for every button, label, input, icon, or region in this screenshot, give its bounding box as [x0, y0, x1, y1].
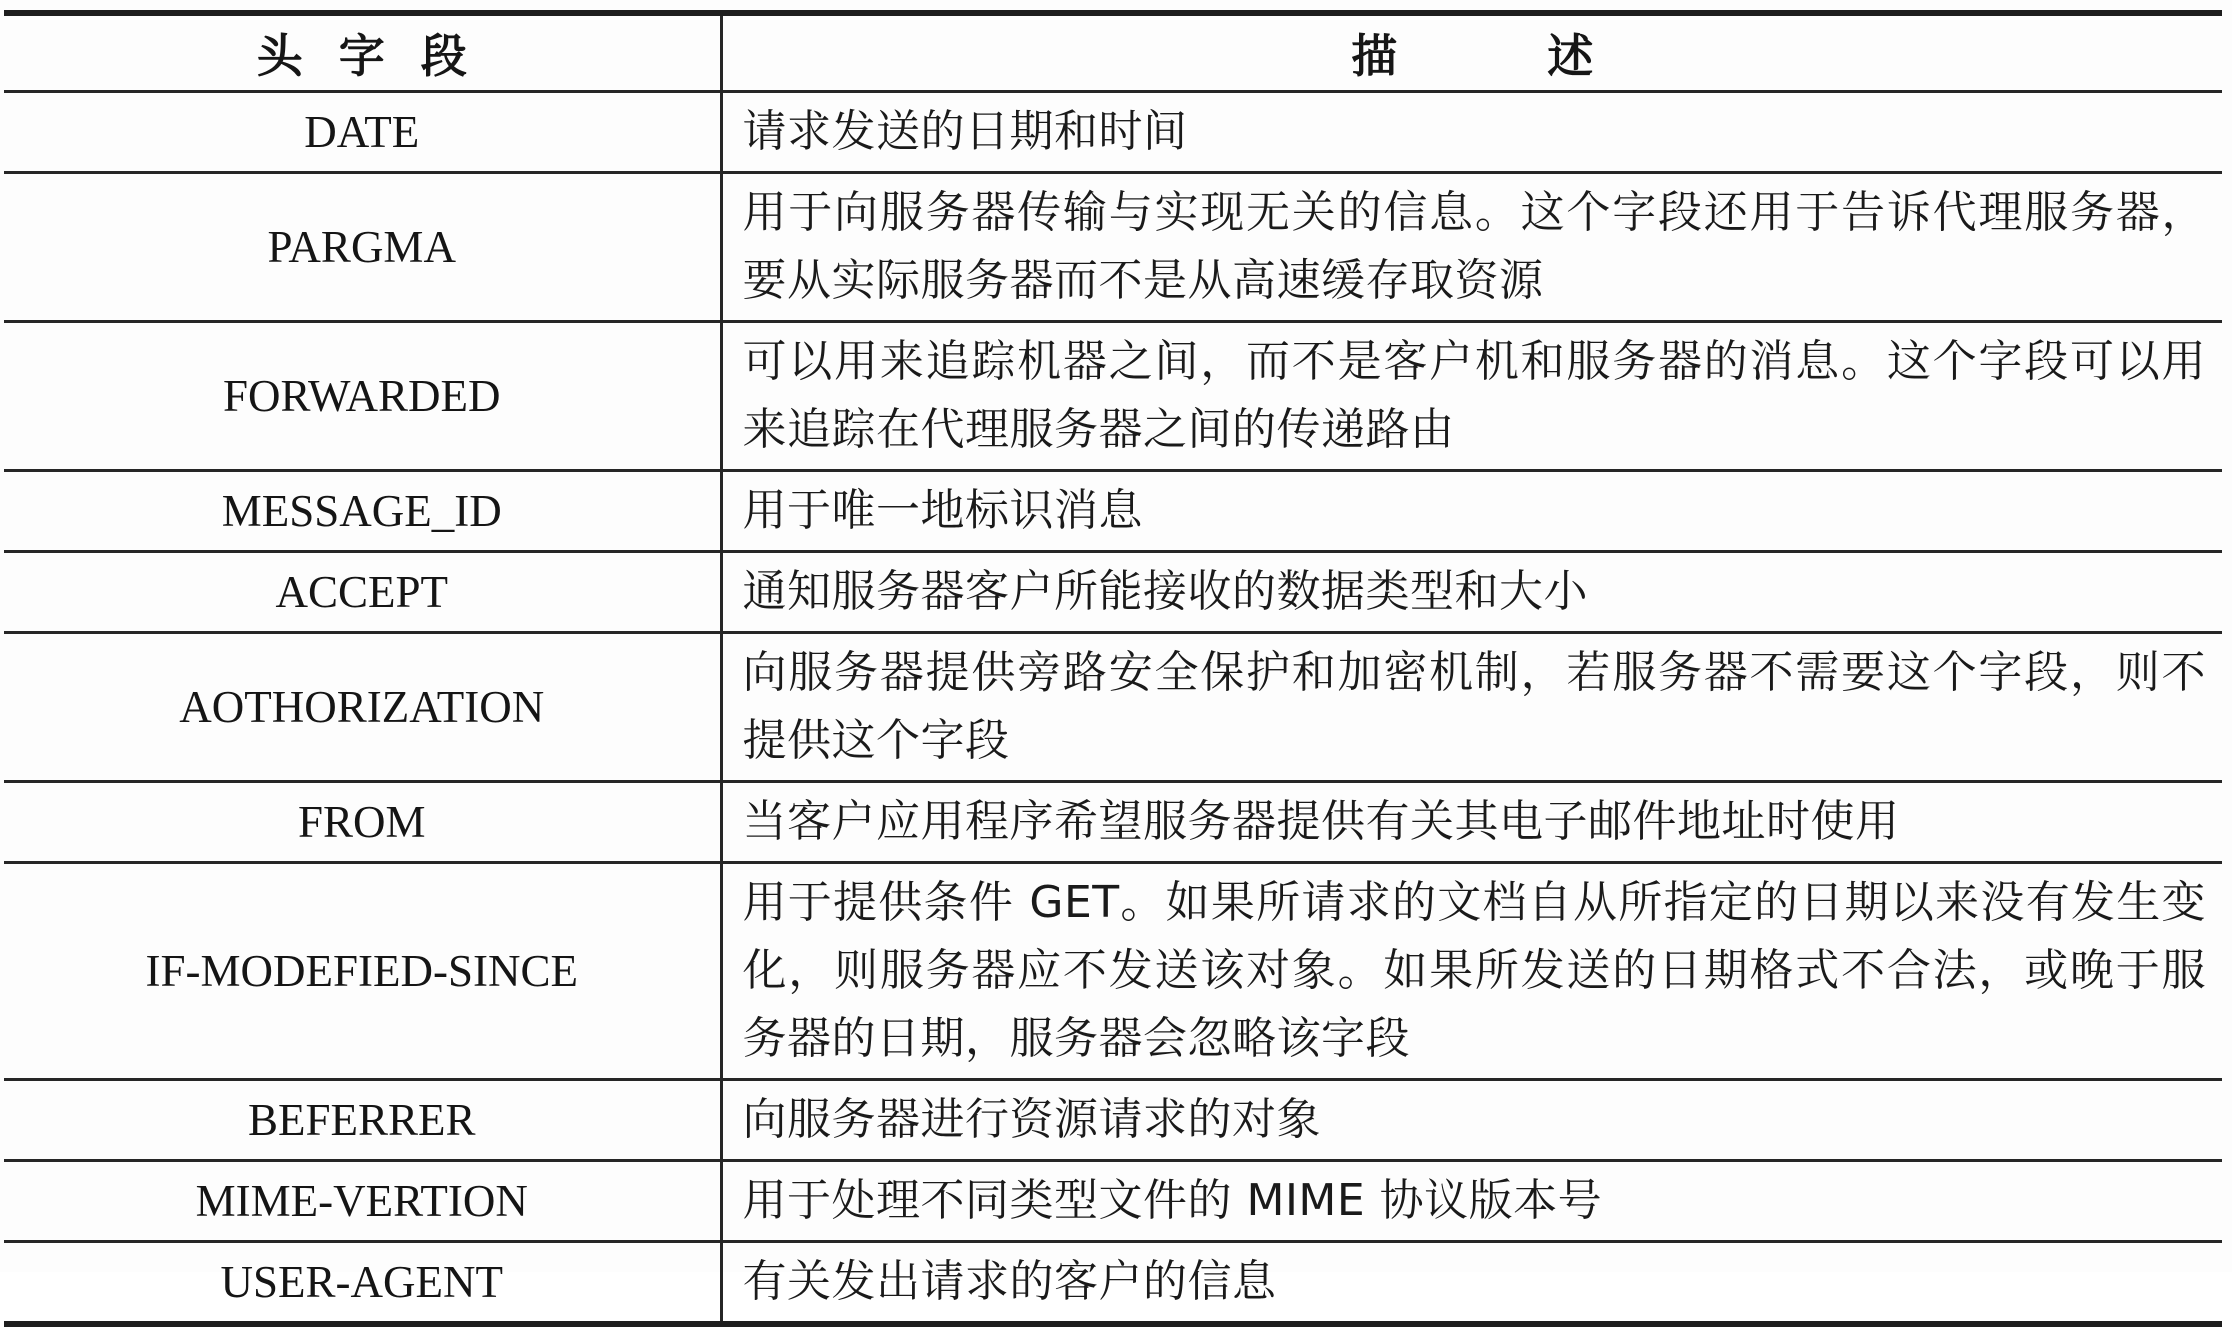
description-cell: 用于提供条件 GET。如果所请求的文档自从所指定的日期以来没有发生变化，则服务器应不发送该对象。如果所发送的日期格式不合法，或晚于服务器的日期，服务器会忽略该字段	[721, 863, 2222, 1080]
table-row	[4, 1242, 2222, 1325]
field-name-cell: BEFERRER	[4, 1080, 721, 1161]
column-header-description: 描述	[721, 13, 2222, 92]
field-name-cell: PARGMA	[4, 173, 721, 322]
field-name-cell: MIME-VERTION	[4, 1161, 721, 1242]
description-cell: 当客户应用程序希望服务器提供有关其电子邮件地址时使用	[721, 782, 2222, 863]
description-cell: 可以用来追踪机器之间，而不是客户机和服务器的消息。这个字段可以用来追踪在代理服务器之间的传递路由	[721, 322, 2222, 471]
table-row	[4, 552, 2222, 633]
table-row	[4, 471, 2222, 552]
column-header-field: 头字段	[4, 13, 721, 92]
field-name-cell: FROM	[4, 782, 721, 863]
field-name-cell: MESSAGE_ID	[4, 471, 721, 552]
description-cell: 用于向服务器传输与实现无关的信息。这个字段还用于告诉代理服务器，要从实际服务器而不是从高速缓存取资源	[721, 173, 2222, 322]
field-name-cell: USER-AGENT	[4, 1242, 721, 1325]
table-row	[4, 173, 2222, 322]
field-name-cell: FORWARDED	[4, 322, 721, 471]
table-row	[4, 322, 2222, 471]
table-header-row	[4, 13, 2222, 92]
description-cell: 通知服务器客户所能接收的数据类型和大小	[721, 552, 2222, 633]
description-cell: 向服务器进行资源请求的对象	[721, 1080, 2222, 1161]
table-row	[4, 782, 2222, 863]
description-cell: 用于唯一地标识消息	[721, 471, 2222, 552]
field-name-cell: AOTHORIZATION	[4, 633, 721, 782]
description-cell: 用于处理不同类型文件的 MIME 协议版本号	[721, 1161, 2222, 1242]
field-name-cell: DATE	[4, 92, 721, 173]
description-cell: 向服务器提供旁路安全保护和加密机制，若服务器不需要这个字段，则不提供这个字段	[721, 633, 2222, 782]
description-cell: 有关发出请求的客户的信息	[721, 1242, 2222, 1325]
table-row	[4, 1161, 2222, 1242]
table-row	[4, 92, 2222, 173]
description-cell: 请求发送的日期和时间	[721, 92, 2222, 173]
table-row	[4, 863, 2222, 1080]
table-row	[4, 633, 2222, 782]
field-name-cell: IF-MODEFIED-SINCE	[4, 863, 721, 1080]
field-name-cell: ACCEPT	[4, 552, 721, 633]
table-row	[4, 1080, 2222, 1161]
http-header-fields-table	[4, 10, 2222, 1327]
